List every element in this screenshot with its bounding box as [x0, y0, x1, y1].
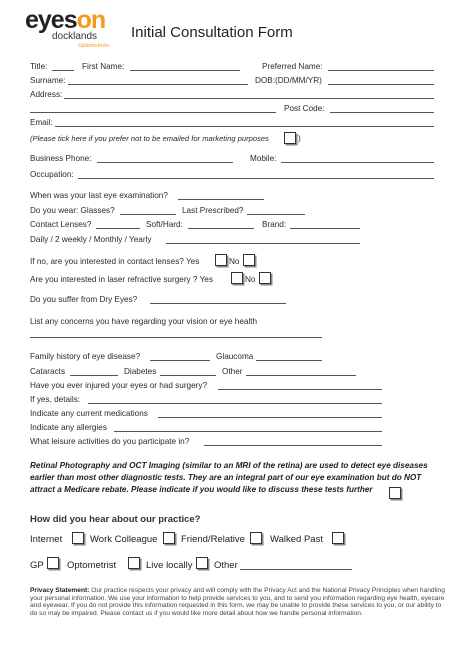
interest-contacts-label: If no, are you interested in contact lenses? Yes	[30, 257, 200, 266]
occupation-input[interactable]	[78, 178, 434, 179]
wear-glasses-input[interactable]	[120, 214, 176, 215]
page-title: Initial Consultation Form	[131, 24, 293, 41]
referral-live-locally-label: Live locally	[146, 560, 193, 571]
address-input[interactable]	[64, 98, 434, 99]
referral-question: How did you hear about our practice?	[30, 514, 201, 525]
brand-input[interactable]	[290, 228, 360, 229]
schedule-label: Daily / 2 weekly / Monthly / Yearly	[30, 235, 152, 244]
address-label: Address:	[30, 90, 63, 99]
allergies-input[interactable]	[114, 431, 382, 432]
last-prescribed-input[interactable]	[247, 214, 305, 215]
surname-label: Surname:	[30, 76, 66, 85]
diabetes-label: Diabetes	[124, 367, 157, 376]
soft-hard-input[interactable]	[188, 228, 254, 229]
title-input[interactable]	[52, 70, 74, 71]
family-history-input[interactable]	[150, 360, 210, 361]
contacts-no-checkbox[interactable]	[243, 254, 255, 266]
title-label: Title:	[30, 62, 48, 71]
medications-label: Indicate any current medications	[30, 409, 148, 418]
brand-label: Brand:	[262, 220, 287, 229]
imaging-discuss-checkbox[interactable]	[389, 487, 401, 499]
post-code-input[interactable]	[330, 112, 434, 113]
mobile-input[interactable]	[281, 162, 434, 163]
concerns-label: List any concerns you have regarding your vision or eye health	[30, 317, 258, 326]
privacy-statement	[30, 587, 445, 617]
preferred-name-label: Preferred Name:	[262, 62, 323, 71]
schedule-input[interactable]	[166, 243, 360, 244]
contacts-yes-checkbox[interactable]	[215, 254, 227, 266]
referral-optometrist-label: Optometrist	[67, 560, 117, 571]
post-code-label: Post Code:	[284, 104, 325, 113]
referral-gp-label: GP	[30, 560, 44, 571]
referral-walked-past-label: Walked Past	[270, 534, 323, 545]
allergies-label: Indicate any allergies	[30, 423, 107, 432]
logo-docklands: docklands	[52, 31, 98, 42]
dob-label: DOB:(DD/MM/YR)	[255, 76, 322, 85]
business-phone-input[interactable]	[97, 162, 233, 163]
referral-live-locally-checkbox[interactable]	[196, 557, 208, 569]
soft-hard-label: Soft/Hard:	[146, 220, 183, 229]
logo-on-text: on	[76, 6, 106, 34]
diabetes-input[interactable]	[160, 375, 216, 376]
laser-yes-checkbox[interactable]	[231, 272, 243, 284]
cataracts-label: Cataracts	[30, 367, 66, 376]
if-yes-label: If yes, details:	[30, 395, 81, 404]
glaucoma-label: Glaucoma	[216, 352, 254, 361]
email-optout-checkbox[interactable]	[284, 132, 296, 144]
last-prescribed-label: Last Prescribed?	[182, 206, 244, 215]
first-name-input[interactable]	[130, 70, 240, 71]
logo-optometrists: Optometrists	[78, 43, 110, 49]
other-history-label: Other	[222, 367, 243, 376]
referral-optometrist-checkbox[interactable]	[128, 557, 140, 569]
referral-walked-past-checkbox[interactable]	[332, 532, 344, 544]
cataracts-input[interactable]	[70, 375, 118, 376]
injured-input[interactable]	[218, 389, 382, 390]
mobile-label: Mobile:	[250, 154, 277, 163]
surname-input[interactable]	[68, 84, 248, 85]
business-phone-label: Business Phone:	[30, 154, 92, 163]
referral-internet-label: Internet	[30, 534, 63, 545]
email-label: Email:	[30, 118, 53, 127]
interest-laser-label: Are you interested in laser refractive surgery ? Yes	[30, 275, 213, 284]
other-history-input[interactable]	[246, 375, 356, 376]
referral-friend-relative-checkbox[interactable]	[250, 532, 262, 544]
referral-work-colleague-label: Work Colleague	[90, 534, 158, 545]
occupation-label: Occupation:	[30, 170, 74, 179]
contact-lenses-input[interactable]	[96, 228, 140, 229]
address-line2-input[interactable]	[30, 112, 276, 113]
first-name-label: First Name:	[82, 62, 125, 71]
imaging-notice: Retinal Photography and OCT Imaging (similar to an MRI of the retina) are used to detect eye diseases earlier than most other diagnostic tests. They are an integral part of our eye examination but do NOT attract a Medicare rebate. Please indicate if you would like to discuss these tests further	[30, 461, 428, 494]
privacy-heading: Privacy Statement:	[30, 587, 90, 594]
logo-eyes-text: eyes	[25, 6, 77, 34]
preferred-name-input[interactable]	[328, 70, 434, 71]
laser-no-label: No	[245, 275, 256, 284]
wear-glasses-label: Do you wear: Glasses?	[30, 206, 115, 215]
if-yes-input[interactable]	[88, 403, 382, 404]
privacy-body: Our practice respects your privacy and will comply with the Privacy Act and the National Privacy Principles when handling your personal information. We use your information to help provide services to you, and to send you information regarding eye health, eyecare and eyewear. If you do not provide this information requested in this form, we may be unable to provide these services to you, or our ability to do so may be impaired. Please contact us if you would like more detail about how we handle personal information.	[30, 587, 445, 617]
email-input[interactable]	[55, 126, 434, 127]
laser-no-checkbox[interactable]	[259, 272, 271, 284]
referral-work-colleague-checkbox[interactable]	[163, 532, 175, 544]
referral-other-input[interactable]	[240, 569, 352, 570]
referral-gp-checkbox[interactable]	[47, 557, 59, 569]
medications-input[interactable]	[158, 417, 382, 418]
glaucoma-input[interactable]	[256, 360, 322, 361]
concerns-line-1[interactable]	[30, 337, 322, 338]
family-history-label: Family history of eye disease?	[30, 352, 141, 361]
dry-eyes-label: Do you suffer from Dry Eyes?	[30, 295, 138, 304]
last-exam-label: When was your last eye examination?	[30, 191, 168, 200]
referral-internet-checkbox[interactable]	[72, 532, 84, 544]
referral-other-label: Other	[214, 560, 238, 571]
contact-lenses-label: Contact Lenses?	[30, 220, 92, 229]
last-exam-input[interactable]	[178, 199, 264, 200]
email-optout-label: (Please tick here if you prefer not to be emailed for marketing purposes	[30, 134, 269, 143]
leisure-label: What leisure activities do you participate in?	[30, 437, 190, 446]
contacts-no-label: No	[229, 257, 240, 266]
email-optout-close: )	[298, 134, 301, 143]
dob-input[interactable]	[328, 84, 434, 85]
referral-friend-relative-label: Friend/Relative	[181, 534, 245, 545]
leisure-input[interactable]	[204, 445, 382, 446]
injured-label: Have you ever injured your eyes or had surgery?	[30, 381, 208, 390]
dry-eyes-input[interactable]	[150, 303, 286, 304]
